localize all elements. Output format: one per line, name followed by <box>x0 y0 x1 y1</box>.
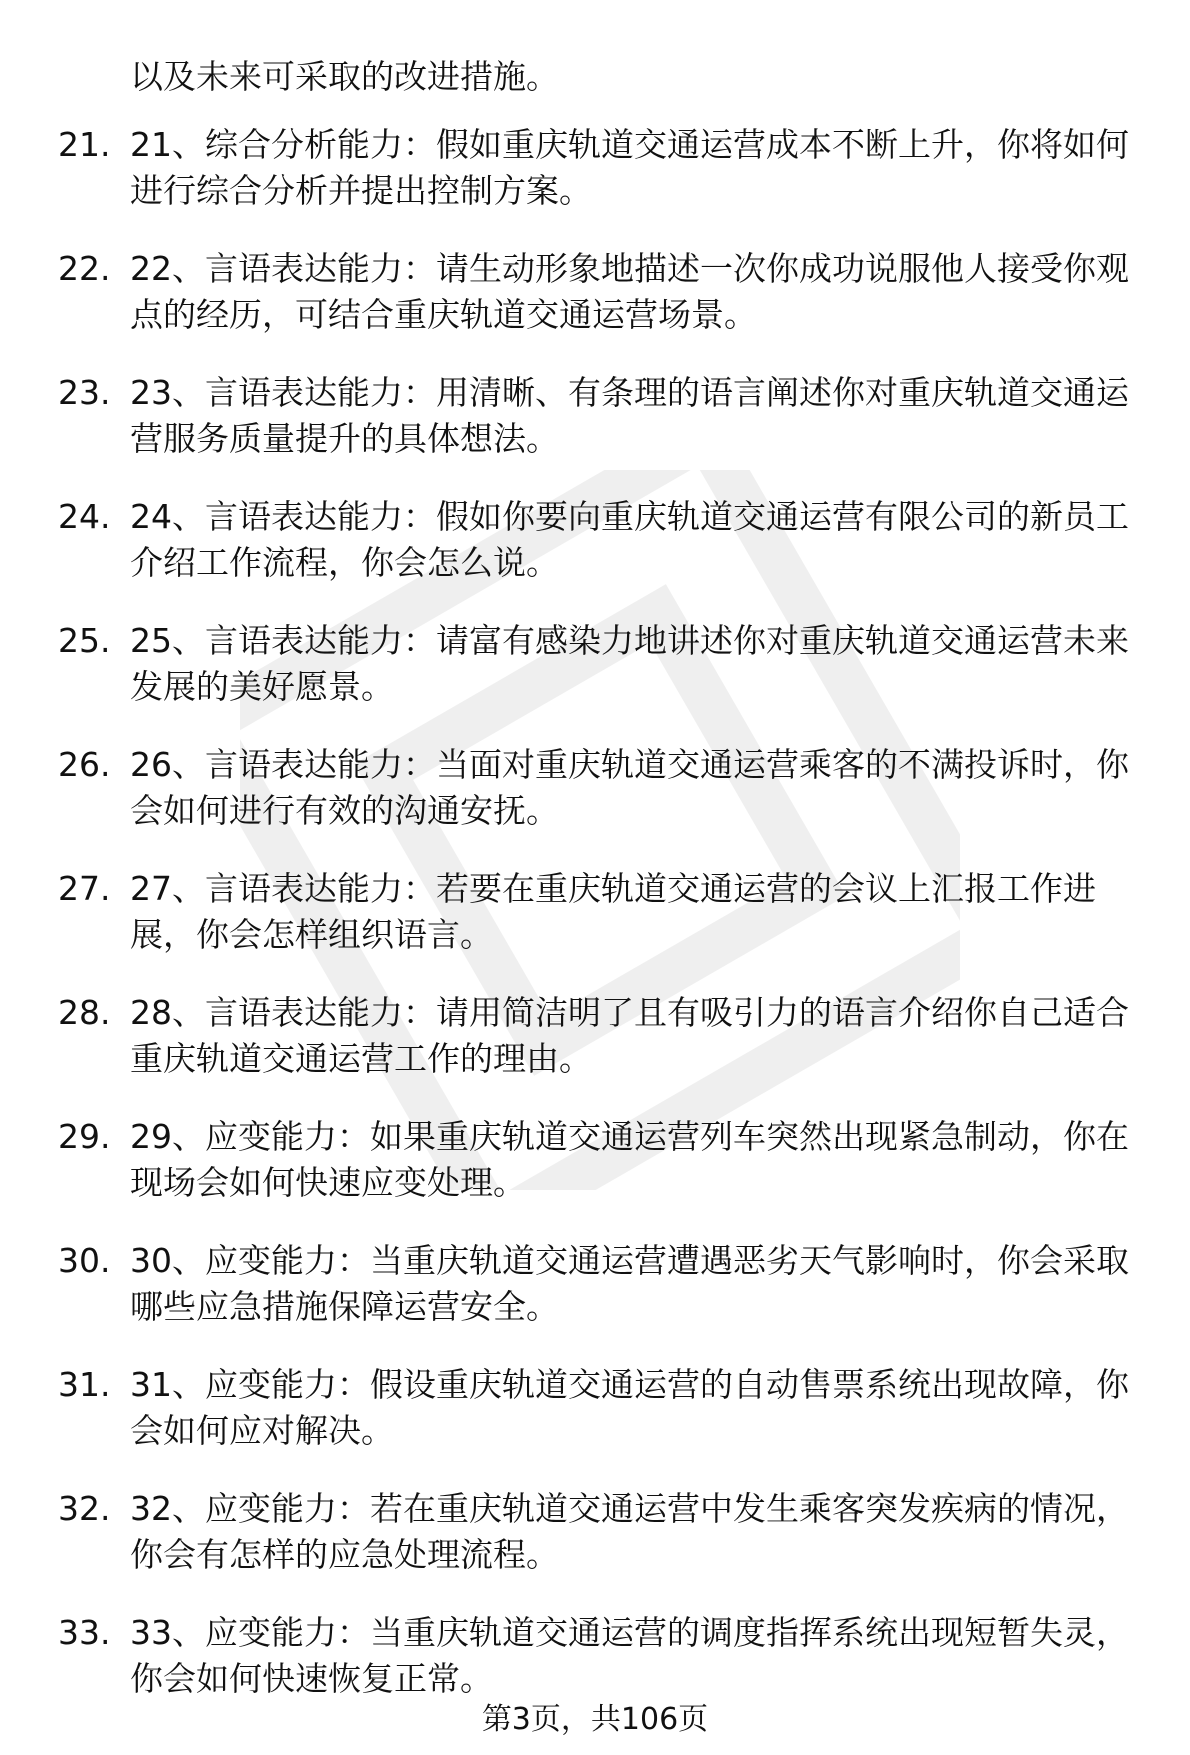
question-item <box>0 618 1190 742</box>
question-number: 23. <box>58 373 111 412</box>
question-number: 29. <box>58 1117 111 1156</box>
question-item <box>0 1486 1190 1610</box>
question-item <box>0 1238 1190 1362</box>
question-text: 23、言语表达能力：用清晰、有条理的语言阐述你对重庆轨道交通运营服务质量提升的具体想法。 <box>130 373 1129 458</box>
question-text: 32、应变能力：若在重庆轨道交通运营中发生乘客突发疾病的情况，你会有怎样的应急处理流程。 <box>130 1489 1129 1574</box>
question-item <box>0 742 1190 866</box>
question-number: 31. <box>58 1365 111 1404</box>
continuation-line: 以及未来可采取的改进措施。 <box>130 57 559 96</box>
question-number: 30. <box>58 1241 111 1280</box>
question-item <box>0 866 1190 990</box>
question-number: 26. <box>58 745 111 784</box>
page-footer: 第3页，共106页 <box>481 1702 709 1737</box>
question-number: 22. <box>58 249 111 288</box>
question-item <box>0 990 1190 1114</box>
question-item <box>0 122 1190 246</box>
question-text: 22、言语表达能力：请生动形象地描述一次你成功说服他人接受你观点的经历，可结合重庆轨道交通运营场景。 <box>130 249 1129 334</box>
question-item <box>0 1362 1190 1486</box>
question-text: 24、言语表达能力：假如你要向重庆轨道交通运营有限公司的新员工介绍工作流程，你会怎么说。 <box>130 497 1129 582</box>
question-text: 28、言语表达能力：请用简洁明了且有吸引力的语言介绍你自己适合重庆轨道交通运营工作的理由。 <box>130 993 1129 1078</box>
question-item <box>0 246 1190 370</box>
question-text: 27、言语表达能力：若要在重庆轨道交通运营的会议上汇报工作进展，你会怎样组织语言。 <box>130 869 1096 954</box>
question-number: 21. <box>58 125 111 164</box>
question-number: 24. <box>58 497 111 536</box>
question-text: 33、应变能力：当重庆轨道交通运营的调度指挥系统出现短暂失灵，你会如何快速恢复正常。 <box>130 1613 1129 1698</box>
question-text: 31、应变能力：假设重庆轨道交通运营的自动售票系统出现故障，你会如何应对解决。 <box>130 1365 1129 1450</box>
question-text: 26、言语表达能力：当面对重庆轨道交通运营乘客的不满投诉时，你会如何进行有效的沟通安抚。 <box>130 745 1129 830</box>
question-item <box>0 1114 1190 1238</box>
question-item <box>0 370 1190 494</box>
question-number: 28. <box>58 993 111 1032</box>
question-number: 25. <box>58 621 111 660</box>
question-number: 27. <box>58 869 111 908</box>
question-item <box>0 494 1190 618</box>
question-list <box>0 122 1190 1734</box>
question-text: 25、言语表达能力：请富有感染力地讲述你对重庆轨道交通运营未来发展的美好愿景。 <box>130 621 1129 706</box>
question-number: 33. <box>58 1613 111 1652</box>
question-text: 21、综合分析能力：假如重庆轨道交通运营成本不断上升，你将如何进行综合分析并提出控制方案。 <box>130 125 1129 210</box>
question-text: 29、应变能力：如果重庆轨道交通运营列车突然出现紧急制动，你在现场会如何快速应变处理。 <box>130 1117 1129 1202</box>
question-number: 32. <box>58 1489 111 1528</box>
question-text: 30、应变能力：当重庆轨道交通运营遭遇恶劣天气影响时，你会采取哪些应急措施保障运营安全。 <box>130 1241 1129 1326</box>
